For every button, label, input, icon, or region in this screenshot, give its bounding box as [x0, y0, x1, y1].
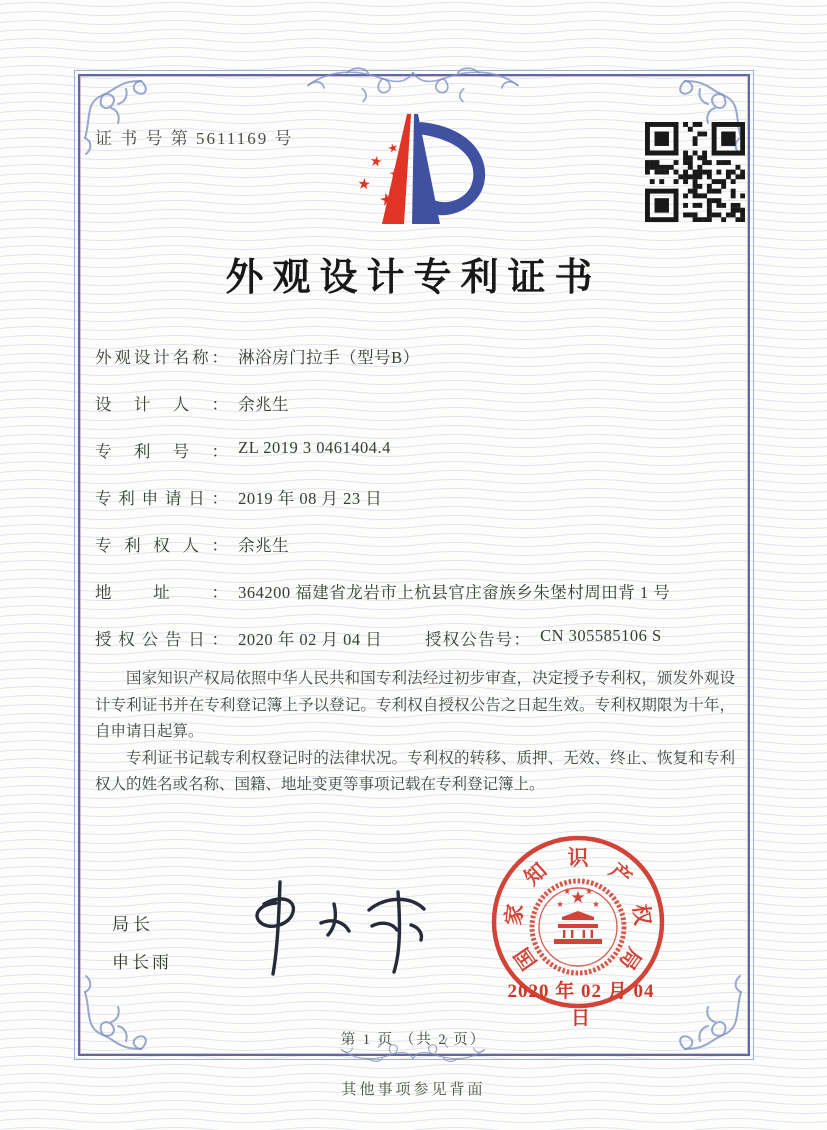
svg-text:★: ★ — [556, 900, 564, 910]
field-value: 淋浴房门拉手（型号B） — [238, 348, 420, 367]
field-grant-date — [95, 626, 735, 650]
certificate-title: 外观设计专利证书 — [225, 257, 602, 299]
field-value: 余兆生 — [238, 395, 290, 414]
field-label: 地址： — [95, 583, 228, 602]
svg-text:★: ★ — [386, 139, 400, 157]
field-value: 2020 年 02 月 04 日 — [238, 630, 383, 649]
legal-paragraph: 专利证书记载专利权登记时的法律状况。专利权的转移、质押、无效、终止、恢复和专利权人的姓名或名称、国籍、地址变更等事项记载在专利登记簿上。 — [95, 749, 735, 793]
cnipa-emblem-logo-icon — [336, 104, 494, 236]
svg-text:产: 产 — [604, 858, 637, 891]
field-label: 外观设计名称： — [95, 348, 228, 367]
svg-text:★: ★ — [377, 188, 397, 212]
svg-text:国: 国 — [509, 943, 542, 975]
svg-text:识: 识 — [567, 846, 589, 870]
field-filing-date — [95, 485, 735, 509]
svg-text:知: 知 — [519, 858, 552, 891]
svg-text:★: ★ — [563, 887, 571, 897]
officer-block — [112, 910, 172, 973]
back-side-note: 其他事项参见背面 — [341, 1082, 486, 1098]
field-label: 专利权人： — [95, 536, 228, 555]
field-designer — [95, 391, 735, 415]
field-label: 设计人： — [95, 395, 228, 414]
field-label: 授权公告号： — [425, 630, 530, 649]
qr-code-icon — [645, 122, 745, 222]
officer-name: 申长雨 — [112, 953, 172, 972]
field-patent-number — [95, 438, 735, 462]
svg-text:★: ★ — [570, 888, 586, 908]
svg-text:★: ★ — [356, 174, 372, 194]
officer-title: 局长 — [112, 915, 154, 934]
field-value: CN 305585106 S — [540, 626, 662, 645]
field-value: 余兆生 — [238, 536, 290, 555]
svg-text:★: ★ — [592, 900, 600, 910]
legal-text — [95, 666, 735, 799]
svg-text:★: ★ — [368, 153, 384, 171]
field-address — [95, 579, 735, 603]
field-grant-number — [425, 626, 662, 650]
seal-date: 2020 年 02 月 04 日 — [507, 981, 655, 1029]
svg-text:★: ★ — [585, 887, 593, 897]
field-label: 专利号： — [95, 442, 228, 461]
director-signature-icon — [222, 874, 437, 982]
certificate-number: 证 书 号 第 5611169 号 — [95, 129, 294, 148]
field-patentee — [95, 532, 735, 556]
svg-text:局: 局 — [614, 943, 647, 975]
field-design-name — [95, 344, 735, 368]
legal-paragraph: 国家知识产权局依照中华人民共和国专利法经过初步审查，决定授予专利权，颁发外观设计专利证书并在专利登记簿上予以登记。专利权自授权公告之日起生效。专利权期限为十年，自申请日起算。 — [95, 670, 735, 740]
svg-text:★: ★ — [388, 166, 402, 183]
field-value: ZL 2019 3 0461404.4 — [238, 438, 391, 457]
field-label: 授权公告日： — [95, 630, 228, 649]
svg-text:权: 权 — [628, 902, 655, 927]
field-value: 2019 年 08 月 23 日 — [238, 489, 383, 508]
svg-text:家: 家 — [501, 902, 528, 927]
field-list — [95, 344, 735, 673]
page-indicator: 第 1 页 （共 2 页） — [340, 1032, 487, 1048]
field-value: 364200 福建省龙岩市上杭县官庄畲族乡朱堡村周田背 1 号 — [238, 583, 671, 602]
field-label: 专利申请日： — [95, 489, 228, 508]
